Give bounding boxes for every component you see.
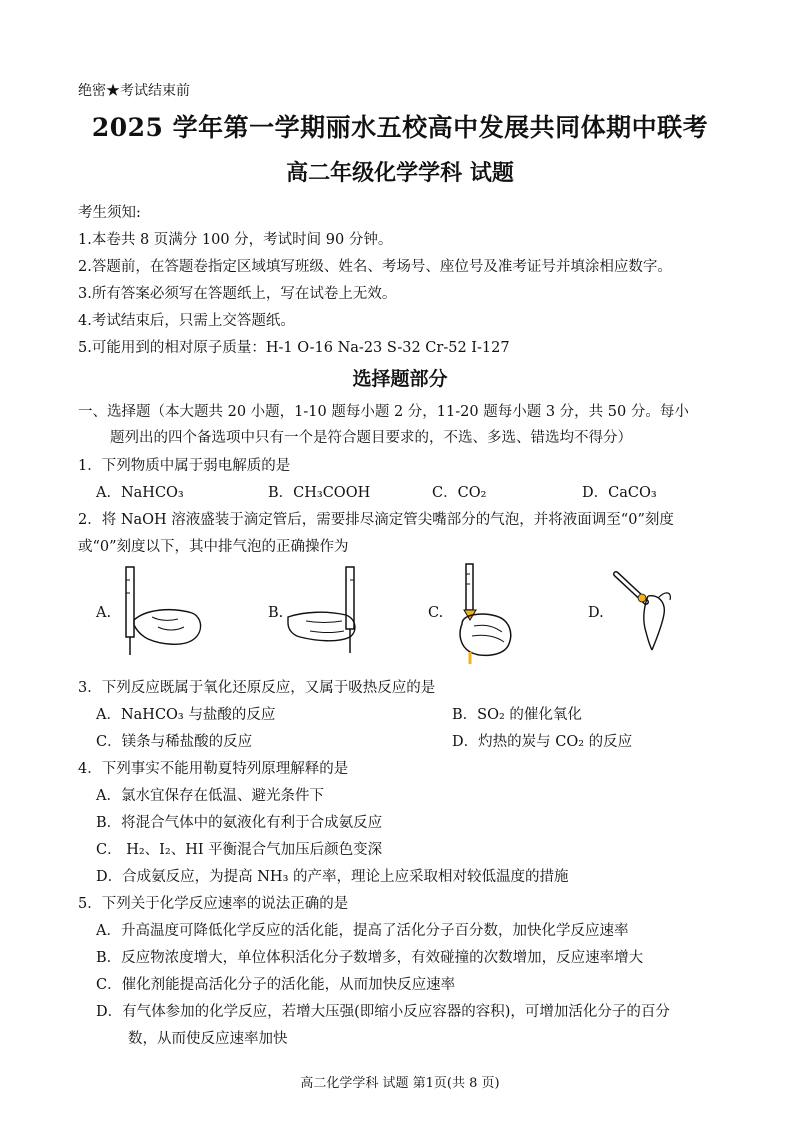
burette-figure-c [452,562,522,667]
notice-item: 3.所有答案必须写在答题纸上，写在试卷上无效。 [78,286,397,302]
figure-label-c: C. [428,605,444,621]
figure-label-a: A. [96,605,112,621]
burette-figure-d [612,568,682,653]
q5-option-c: C．催化剂能提高活化分子的活化能，从而加快反应速率 [96,977,456,993]
q4-option-d: D．合成氨反应，为提高 NH₃ 的产率，理论上应采取相对较低温度的措施 [96,869,569,885]
notice-item: 5.可能用到的相对原子质量：H-1 O-16 Na-23 S-32 Cr-52 I-127 [78,340,510,356]
section-title: 选择题部分 [352,368,448,390]
figure-label-b: B. [268,605,284,621]
q5-option-d-cont: 数，从而使反应速率加快 [128,1031,288,1047]
question-2-stem: 2．将 NaOH 溶液盛装于滴定管后，需要排尽滴定管尖嘴部分的气泡，并将液面调至“0”刻度 [78,512,674,528]
secret-label: 绝密★考试结束前 [78,83,190,99]
question-3-stem: 3．下列反应既属于氧化还原反应，又属于吸热反应的是 [78,680,436,696]
question-4-stem: 4．下列事实不能用勒夏特列原理解释的是 [78,761,349,777]
q5-option-b: B．反应物浓度增大，单位体积活化分子数增多，有效碰撞的次数增加，反应速率增大 [96,950,644,966]
section-intro: 题列出的四个备选项中只有一个是符合题目要求的，不选、多选、错选均不得分） [110,430,632,446]
exam-subtitle: 高二年级化学学科 试题 [286,160,514,186]
q4-option-c: C． H₂、I₂、HI 平衡混合气加压后颜色变深 [96,842,383,858]
figure-label-d: D. [588,605,604,621]
q1-option-c: C．CO₂ [432,485,487,501]
q3-option-d: D．灼热的炭与 CO₂ 的反应 [452,734,633,750]
q1-option-d: D．CaCO₃ [582,485,657,501]
q4-option-a: A．氯水宜保存在低温、避光条件下 [96,788,324,804]
q3-option-c: C．镁条与稀盐酸的反应 [96,734,253,750]
q5-option-d: D．有气体参加的化学反应，若增大压强(即缩小反应容器的容积)，可增加活化分子的百分 [96,1004,670,1020]
question-2-stem-cont: 或“0”刻度以下，其中排气泡的正确操作为 [78,539,349,555]
notice-item: 1.本卷共 8 页满分 100 分，考试时间 90 分钟。 [78,232,393,248]
page-footer: 高二化学学科 试题 第1页(共 8 页) [300,1076,500,1091]
notice-item: 4.考试结束后，只需上交答题纸。 [78,313,295,329]
burette-figure-b [286,565,386,660]
q5-option-a: A．升高温度可降低化学反应的活化能，提高了活化分子百分数，加快化学反应速率 [96,923,629,939]
question-1-stem: 1．下列物质中属于弱电解质的是 [78,458,291,474]
exam-title: 2025 学年第一学期丽水五校高中发展共同体期中联考 [91,113,709,142]
notice-heading: 考生须知: [78,205,141,221]
q3-option-a: A．NaHCO₃ 与盐酸的反应 [96,707,276,723]
q1-option-b: B．CH₃COOH [268,485,371,501]
section-intro: 一、选择题（本大题共 20 小题，1-10 题每小题 2 分，11-20 题每小题 3 分，共 50 分。每小 [78,404,689,420]
q1-option-a: A．NaHCO₃ [96,485,184,501]
q3-option-b: B．SO₂ 的催化氧化 [452,707,582,723]
burette-figure-a [112,565,212,660]
notice-item: 2.答题前，在答题卷指定区域填写班级、姓名、考场号、座位号及准考证号并填涂相应数字。 [78,259,672,275]
question-5-stem: 5．下列关于化学反应速率的说法正确的是 [78,896,349,912]
q4-option-b: B．将混合气体中的氨液化有利于合成氨反应 [96,815,383,831]
